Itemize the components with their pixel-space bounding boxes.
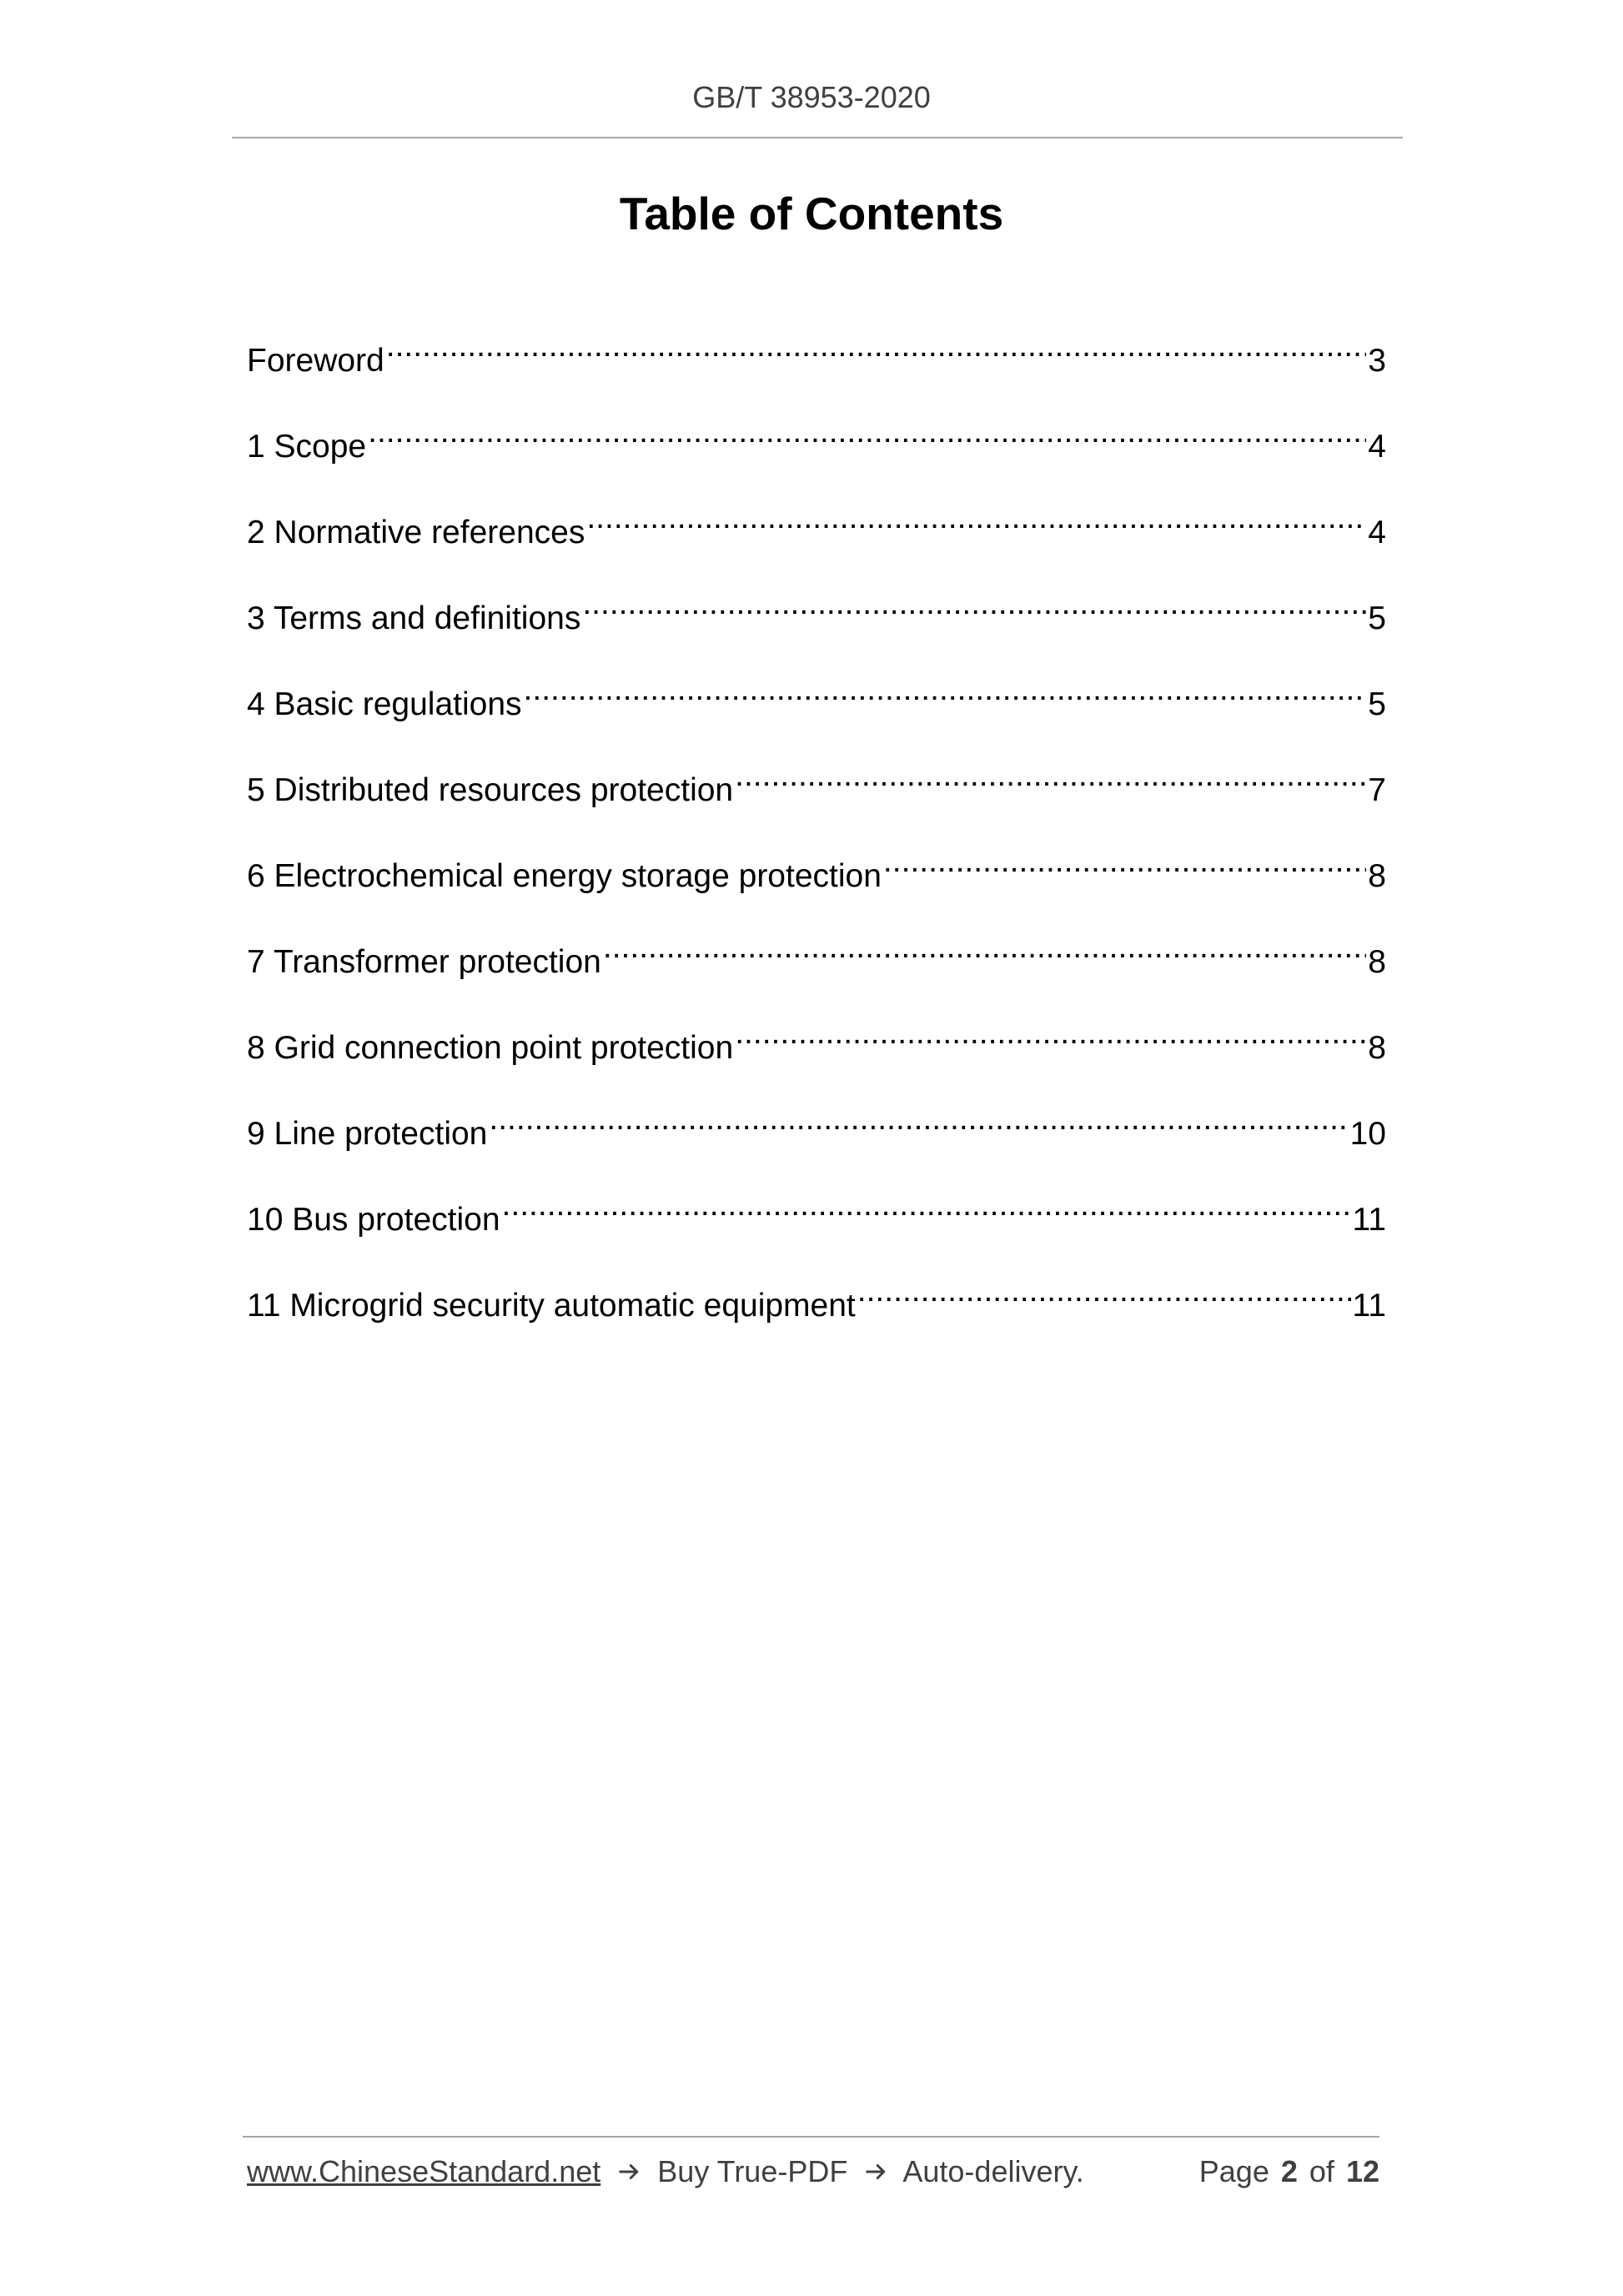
toc-entry-page: 4	[1368, 515, 1386, 550]
toc-entry[interactable]	[247, 493, 1386, 579]
toc-entry[interactable]	[247, 407, 1386, 493]
footer-promo	[247, 2154, 1084, 2189]
right-arrow-icon	[617, 2159, 642, 2184]
page-word: Page	[1198, 2154, 1269, 2188]
toc-entry-label: 3 Terms and definitions	[247, 600, 581, 636]
toc-dot-leader	[368, 407, 1366, 457]
page-total: 12	[1345, 2154, 1379, 2188]
toc-entry[interactable]	[247, 321, 1386, 407]
toc-entry[interactable]	[247, 751, 1386, 837]
toc-entry-label: 9 Line protection	[247, 1116, 488, 1152]
toc-entry[interactable]	[247, 1094, 1386, 1180]
toc-dot-leader	[735, 1008, 1366, 1058]
toc-entry-label: 2 Normative references	[247, 515, 585, 550]
footer-step-buy: Buy True-PDF	[657, 2154, 848, 2188]
toc-entry[interactable]	[247, 665, 1386, 751]
toc-entry-page: 11	[1352, 1288, 1386, 1324]
footer-divider	[243, 2136, 1379, 2138]
toc-entry[interactable]	[247, 1180, 1386, 1266]
toc-dot-leader	[386, 321, 1367, 371]
toc-list	[247, 321, 1386, 1352]
toc-dot-leader	[735, 751, 1366, 801]
toc-entry[interactable]	[247, 837, 1386, 922]
toc-entry-label: 10 Bus protection	[247, 1202, 500, 1238]
toc-entry-page: 3	[1368, 343, 1386, 379]
toc-entry-label: 5 Distributed resources protection	[247, 772, 734, 808]
toc-dot-leader	[489, 1094, 1348, 1144]
toc-dot-leader	[502, 1180, 1351, 1230]
right-arrow-icon	[864, 2159, 889, 2184]
toc-entry-page: 8	[1368, 944, 1386, 980]
page-number	[1196, 2154, 1379, 2189]
website-link[interactable]: www.ChineseStandard.net	[247, 2154, 601, 2188]
toc-entry[interactable]	[247, 922, 1386, 1008]
page-of: of	[1309, 2154, 1334, 2188]
toc-entry[interactable]	[247, 1266, 1386, 1352]
toc-dot-leader	[603, 922, 1366, 972]
toc-entry[interactable]	[247, 1008, 1386, 1094]
toc-entry-page: 7	[1368, 772, 1386, 808]
toc-entry-label: Foreword	[247, 343, 384, 379]
toc-entry-label: 4 Basic regulations	[247, 686, 522, 722]
toc-title: Table of Contents	[619, 188, 1004, 239]
toc-entry-page: 4	[1368, 429, 1386, 465]
toc-dot-leader	[586, 493, 1366, 543]
toc-dot-leader	[857, 1266, 1351, 1316]
document-header-code: GB/T 38953-2020	[692, 80, 931, 114]
page-footer	[247, 2154, 1379, 2189]
toc-entry-label: 6 Electrochemical energy storage protection	[247, 858, 882, 894]
toc-entry-label: 11 Microgrid security automatic equipment	[247, 1288, 856, 1324]
toc-entry-label: 7 Transformer protection	[247, 944, 601, 980]
toc-entry-page: 11	[1352, 1202, 1386, 1238]
page-current: 2	[1280, 2154, 1298, 2188]
toc-entry-label: 8 Grid connection point protection	[247, 1030, 734, 1066]
header-divider	[232, 137, 1403, 138]
toc-entry[interactable]	[247, 579, 1386, 665]
toc-dot-leader	[524, 665, 1367, 715]
toc-entry-page: 5	[1368, 600, 1386, 636]
toc-dot-leader	[883, 837, 1366, 887]
footer-step-delivery: Auto-delivery.	[902, 2154, 1084, 2188]
toc-entry-page: 10	[1349, 1116, 1386, 1152]
toc-entry-label: 1 Scope	[247, 429, 367, 465]
toc-entry-page: 8	[1368, 858, 1386, 894]
toc-entry-page: 8	[1368, 1030, 1386, 1066]
toc-entry-page: 5	[1368, 686, 1386, 722]
toc-dot-leader	[582, 579, 1366, 629]
